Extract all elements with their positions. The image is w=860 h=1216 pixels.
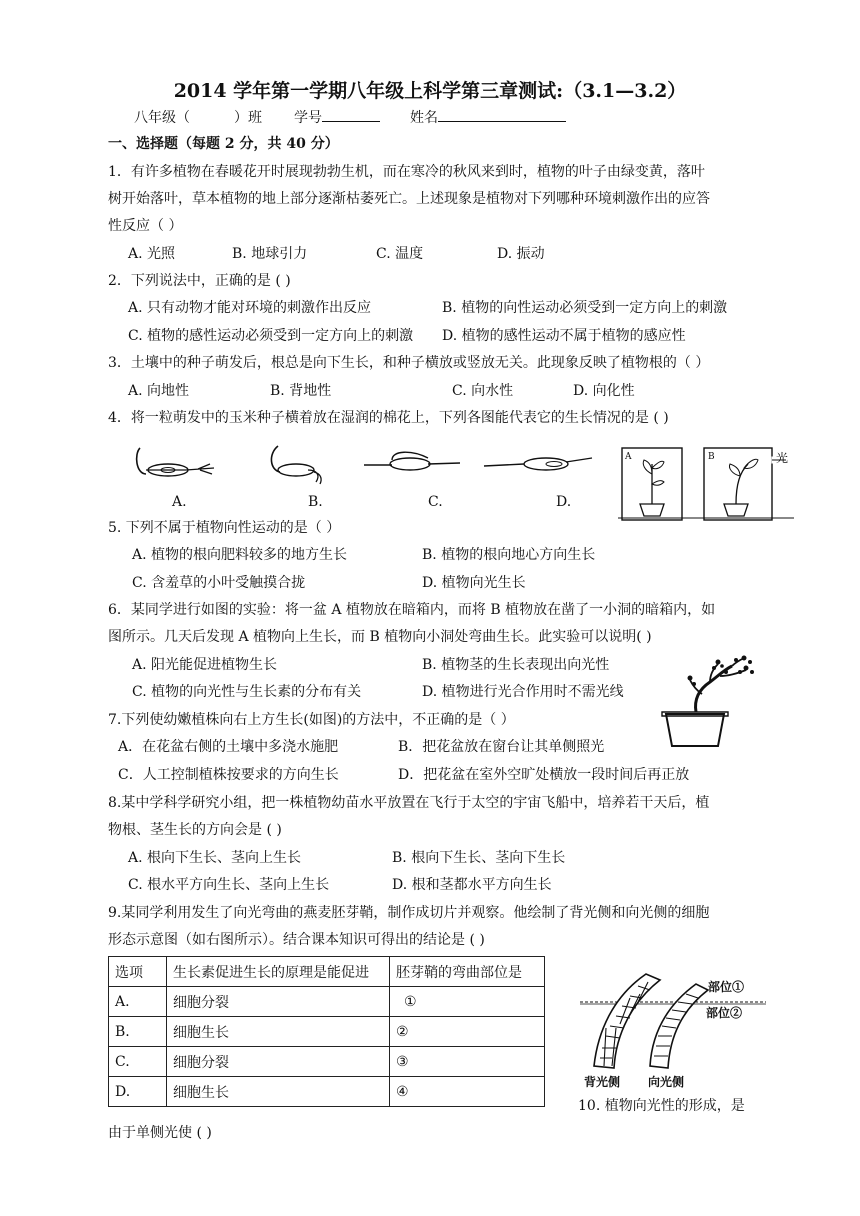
q8-option-d: D. 根和茎都水平方向生长 [392, 877, 552, 893]
section-heading: 一、选择题（每题 2 分，共 40 分） [108, 136, 339, 152]
q5-option-d: D. 植物向光生长 [422, 575, 526, 591]
table-cell: C. [109, 1047, 167, 1077]
coleoptile-cells-figure [580, 958, 770, 1088]
q4-label-d: D. [556, 494, 572, 510]
q8-option-b: B. 根向下生长、茎向下生长 [392, 850, 566, 866]
q6-option-b: B. 植物茎的生长表现出向光性 [422, 657, 610, 673]
table-cell: ③ [390, 1047, 545, 1077]
table-header-cell: 选项 [109, 957, 167, 987]
q6-option-d: D. 植物进行光合作用时不需光线 [422, 684, 624, 700]
q7-option-d: D．把花盆在室外空旷处横放一段时间后再正放 [398, 767, 690, 783]
light-side-label: 向光侧 [648, 1075, 685, 1089]
q10-line-1: 10. 植物向光性的形成，是 [578, 1098, 745, 1114]
table-row [109, 987, 545, 1017]
q2-option-b: B. 植物的向性运动必须受到一定方向上的刺激 [442, 300, 728, 316]
q5-option-a: A. 植物的根向肥料较多的地方生长 [132, 547, 348, 563]
table-cell: 细胞分裂 [167, 1047, 390, 1077]
q4-label-a: A. [172, 494, 187, 510]
q8-line-1: 8.某中学科学研究小组，把一株植物幼苗水平放置在飞行于太空的宇宙飞船中，培养若干天后，植 [108, 795, 710, 811]
q9-options-table [108, 956, 545, 1107]
potted-plant-figure [660, 654, 760, 750]
box-b-label: B [708, 452, 715, 462]
q4-label-c: C. [428, 494, 443, 510]
q2-option-d: D. 植物的感性运动不属于植物的感应性 [442, 328, 686, 344]
q8-option-c: C. 根水平方向生长、茎向上生长 [128, 877, 330, 893]
q8-option-a: A. 根向下生长、茎向上生长 [128, 850, 302, 866]
table-cell: ① [390, 987, 545, 1017]
seedling-figure-c [362, 448, 462, 482]
q2-option-a: A. 只有动物才能对环境的刺激作出反应 [128, 300, 372, 316]
seedling-figure-a [126, 440, 226, 486]
q2-option-c: C. 植物的感性运动必须受到一定方向上的刺激 [128, 328, 414, 344]
q6-option-a: A. 阳光能促进植物生长 [132, 657, 278, 673]
class-label: ）班 [234, 110, 262, 126]
name-label: 姓名 [410, 110, 438, 126]
student-no-field[interactable] [322, 106, 380, 122]
box-a-label: A [625, 452, 632, 462]
q7-option-c: C．人工控制植株按要求的方向生长 [118, 767, 339, 783]
grade-label: 八年级（ [134, 110, 190, 126]
q3-option-b: B. 背地性 [270, 383, 332, 399]
student-info-line [134, 106, 566, 128]
table-cell: ④ [390, 1077, 545, 1107]
q1-option-a: A. 光照 [128, 246, 176, 262]
table-cell: 细胞分裂 [167, 987, 390, 1017]
q1-line-3: 性反应（ ） [108, 218, 183, 234]
table-cell: ② [390, 1017, 545, 1047]
table-header-cell: 胚芽鞘的弯曲部位是 [390, 957, 545, 987]
q8-line-2: 物根、茎生长的方向会是 ( ) [108, 822, 282, 838]
q6-option-c: C. 植物的向光性与生长素的分布有关 [132, 684, 362, 700]
q10-line-2: 由于单侧光使 ( ) [108, 1125, 212, 1141]
q4-stem: 4．将一粒萌发中的玉米种子横着放在湿润的棉花上，下列各图能代表它的生长情况的是 ( ) [108, 410, 669, 426]
q7-stem: 7.下列使幼嫩植株向右上方生长(如图)的方法中，不正确的是（ ） [108, 712, 515, 728]
table-cell: 细胞生长 [167, 1077, 390, 1107]
q9-line-2: 形态示意图（如右图所示）。结合课本知识可得出的结论是 ( ) [108, 932, 485, 948]
q3-option-c: C. 向水性 [452, 383, 514, 399]
q2-stem: 2．下列说法中，正确的是 ( ) [108, 273, 291, 289]
table-row [109, 1077, 545, 1107]
table-cell: D. [109, 1077, 167, 1107]
table-cell: 细胞生长 [167, 1017, 390, 1047]
seedling-figure-b [262, 440, 332, 486]
student-no-label: 学号 [294, 110, 322, 126]
q5-option-c: C. 含羞草的小叶受触摸合拢 [132, 575, 306, 591]
q1-option-b: B. 地球引力 [232, 246, 308, 262]
q3-option-d: D. 向化性 [573, 383, 635, 399]
q4-label-b: B. [308, 494, 323, 510]
q7-option-a: A．在花盆右侧的土壤中多浇水施肥 [118, 739, 339, 755]
table-header-cell: 生长素促进生长的原理是能促进 [167, 957, 390, 987]
dark-box-experiment-figure [618, 444, 794, 522]
q3-stem: 3．土壤中的种子萌发后，根总是向下生长，和种子横放或竖放无关。此现象反映了植物根的（ ） [108, 355, 710, 371]
q3-option-a: A. 向地性 [128, 383, 190, 399]
page-title: 2014 学年第一学期八年级上科学第三章测试:（3.1—3.2） [173, 80, 687, 102]
q1-option-d: D. 振动 [497, 246, 545, 262]
q7-option-b: B．把花盆放在窗台让其单侧照光 [398, 739, 605, 755]
back-light-side-label: 背光侧 [584, 1075, 621, 1089]
q1-line-1: 1．有许多植物在春暖花开时展现勃勃生机，而在寒冷的秋风来到时，植物的叶子由绿变黄，落叶 [108, 164, 705, 180]
q6-line-1: 6．某同学进行如图的实验：将一盆 A 植物放在暗箱内，而将 B 植物放在凿了一小洞的暗箱内，如 [108, 602, 716, 618]
q1-option-c: C. 温度 [376, 246, 424, 262]
q5-stem: 5. 下列不属于植物向性运动的是（ ） [108, 520, 341, 536]
q9-line-1: 9.某同学利用发生了向光弯曲的燕麦胚芽鞘，制作成切片并观察。他绘制了背光侧和向光侧的细胞 [108, 905, 710, 921]
seedling-figure-d [480, 448, 600, 482]
position-1-label: 部位① [708, 980, 745, 994]
light-label: 光 [776, 451, 789, 465]
q1-line-2: 树开始落叶，草本植物的地上部分逐渐枯萎死亡。上述现象是植物对下列哪种环境刺激作出的应答 [108, 191, 710, 207]
table-header-row [109, 957, 545, 987]
table-row [109, 1047, 545, 1077]
q5-option-b: B. 植物的根向地心方向生长 [422, 547, 596, 563]
name-field[interactable] [438, 106, 566, 122]
table-cell: A. [109, 987, 167, 1017]
table-row [109, 1017, 545, 1047]
position-2-label: 部位② [706, 1006, 743, 1020]
table-cell: B. [109, 1017, 167, 1047]
q6-line-2: 图所示。几天后发现 A 植物向上生长，而 B 植物向小洞处弯曲生长。此实验可以说明( ) [108, 629, 652, 645]
